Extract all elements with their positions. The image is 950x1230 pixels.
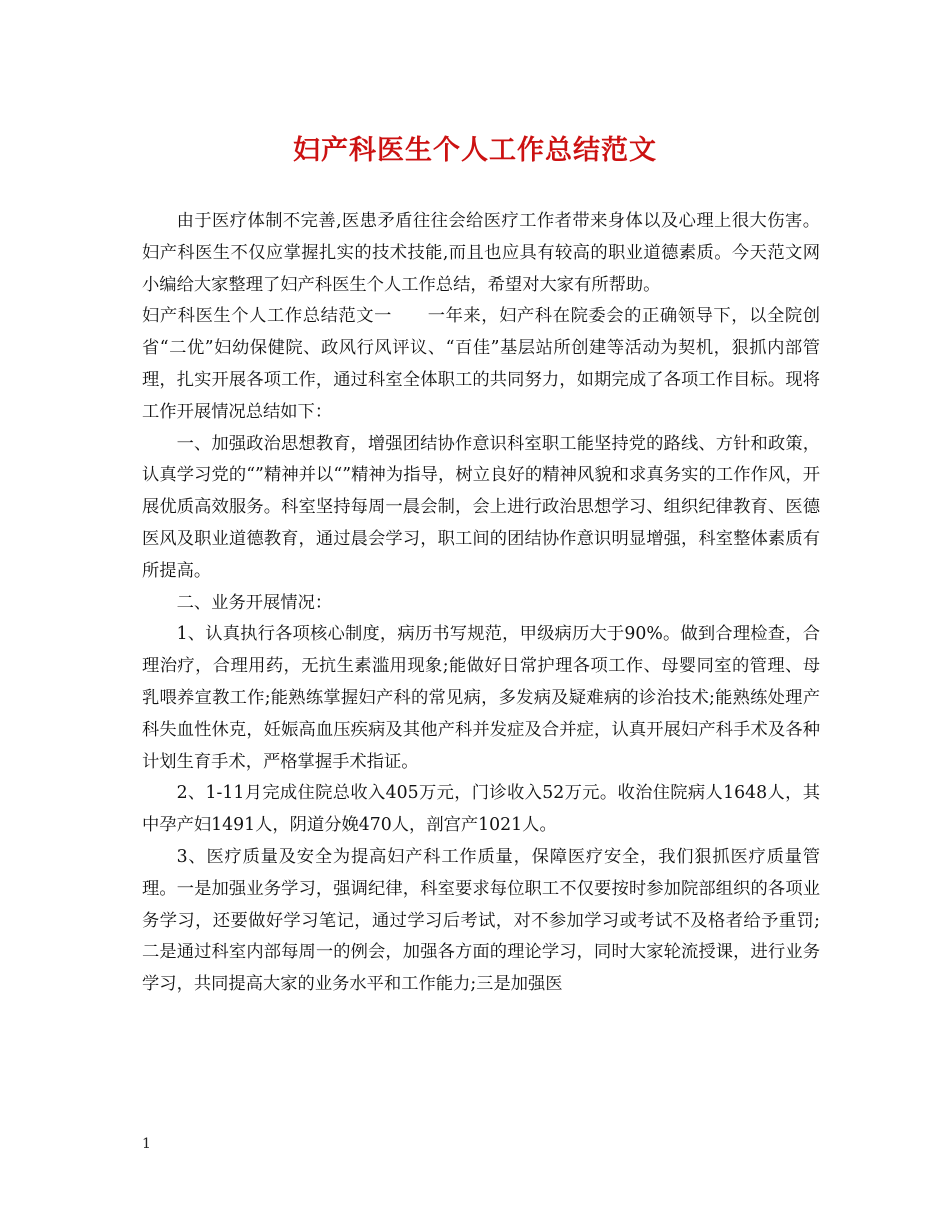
document-body xyxy=(142,206,820,1001)
paragraph-business-heading: 二、业务开展情况： xyxy=(176,592,333,613)
document-title: 妇产科医生个人工作总结范文 xyxy=(293,135,657,166)
paragraph-summary-one: 妇产科医生个人工作总结范文一 一年来，妇产科在院委会的正确领导下，以全院创省“二优”妇幼保健院、政风行风评议、“百佳”基层站所创建等活动为契机，狠抓内部管理，扎实开展各项工作，通过科室全体职工的共同努力，如期完成了各项工作目标。现将工作开展情况总结如下： xyxy=(142,306,820,422)
page-number: 1 xyxy=(142,1136,151,1152)
paragraph-intro: 由于医疗体制不完善,医患矛盾往往会给医疗工作者带来身体以及心理上很大伤害。妇产科医生不仅应掌握扎实的技术技能,而且也应具有较高的职业道德素质。今天范文网小编给大家整理了妇产科医生个人工作总结，希望对大家有所帮助。 xyxy=(142,211,820,295)
paragraph-income-stats: 2、1-11月完成住院总收入405万元，门诊收入52万元。收治住院病人1648人，其中孕产妇1491人，阴道分娩470人，剖宫产1021人。 xyxy=(142,783,820,836)
paragraph-core-systems: 1、认真执行各项核心制度，病历书写规范，甲级病历大于90%。做到合理检查，合理治疗，合理用药，无抗生素滥用现象;能做好日常护理各项工作、母婴同室的管理、母乳喂养宣教工作;能熟练掌握妇产科的常见病，多发病及疑难病的诊治技术;能熟练处理产科失血性休克，妊娠高血压疾病及其他产科并发症及合并症，认真开展妇产科手术及各种计划生育手术，严格掌握手术指证。 xyxy=(142,624,820,772)
paragraph-medical-quality: 3、医疗质量及安全为提高妇产科工作质量，保障医疗安全，我们狠抓医疗质量管理。一是加强业务学习，强调纪律，科室要求每位职工不仅要按时参加院部组织的各项业务学习，还要做好学习笔记，通过学习后考试，对不参加学习或考试不及格者给予重罚;二是通过科室内部每周一的例会，加强各方面的理论学习，同时大家轮流授课，进行业务学习，共同提高大家的业务水平和工作能力;三是加强医 xyxy=(142,846,820,995)
paragraph-political-education: 一、加强政治思想教育，增强团结协作意识科室职工能坚持党的路线、方针和政策，认真学习党的“”精神并以“”精神为指导，树立良好的精神风貌和求真务实的工作作风，开展优质高效服务。科室坚持每周一晨会制，会上进行政治思想学习、组织纪律教育、医德医风及职业道德教育，通过晨会学习，职工间的团结协作意识明显增强，科室整体素质有所提高。 xyxy=(142,433,820,581)
